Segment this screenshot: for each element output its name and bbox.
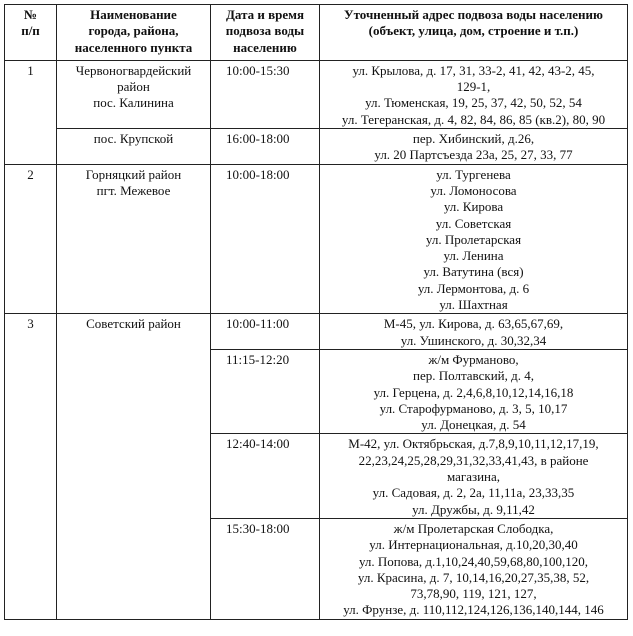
address-line: М-42, ул. Октябрьская, д.7,8,9,10,11,12,17,19, — [348, 436, 599, 452]
delivery-address — [320, 349, 628, 433]
address-line: пер. Полтавский, д. 4, — [413, 368, 534, 384]
delivery-time: 10:00-15:30 — [211, 60, 320, 128]
address-line: ул. Крылова, д. 17, 31, 33-2, 41, 42, 43-2, 45, — [352, 62, 595, 78]
row-number: 1 — [5, 60, 57, 164]
address-line: ул. Фрунзе, д. 110,112,124,126,136,140,144, 146 — [343, 602, 604, 618]
place-name — [57, 60, 211, 128]
address-line: ул. Красина, д. 7, 10,14,16,20,27,35,38, 52, — [357, 569, 590, 585]
address-line: ул. Дружбы, д. 9,11,42 — [412, 501, 535, 517]
delivery-time: 10:00-18:00 — [211, 164, 320, 314]
header-row — [5, 5, 628, 61]
header-line: Уточненный адрес подвоза воды населению — [344, 7, 603, 22]
schedule-body — [5, 60, 628, 619]
table-row — [5, 314, 628, 350]
place-line: пос. Крупской — [93, 131, 174, 147]
place-line: Червоногвардейский — [75, 62, 192, 78]
header-line: Наименование — [90, 7, 177, 22]
delivery-address — [320, 60, 628, 128]
place-name — [57, 314, 211, 619]
schedule-table — [4, 4, 628, 620]
address-line: ж/м Фурманово, — [428, 351, 519, 367]
address-line: ул. Тургенева — [436, 166, 511, 182]
delivery-address — [320, 164, 628, 314]
address-line: ул. Ушинского, д. 30,32,34 — [400, 332, 547, 348]
header-line: населению — [233, 39, 297, 55]
header-line: Дата и время — [225, 7, 305, 22]
address-line: 73,78,90, 119, 121, 127, — [410, 586, 537, 602]
delivery-address — [320, 129, 628, 165]
address-line: ул. Ленина — [443, 248, 504, 264]
header-line: (объект, улица, дом, строение и т.п.) — [368, 23, 579, 39]
header-line: подвоза воды — [225, 23, 305, 39]
delivery-time: 15:30-18:00 — [211, 518, 320, 619]
address-line: ж/м Пролетарская Слободка, — [393, 520, 554, 536]
address-line: ул. Старофурманово, д. 3, 5, 10,17 — [379, 400, 568, 416]
delivery-time: 16:00-18:00 — [211, 129, 320, 165]
table-row — [5, 129, 628, 165]
delivery-address — [320, 518, 628, 619]
row-number: 3 — [5, 314, 57, 619]
address-line: ул. Тегеранская, д. 4, 82, 84, 86, 85 (кв.2), 80, 90 — [341, 111, 606, 127]
address-line: пер. Хибинский, д.26, — [412, 131, 535, 147]
place-line: пгт. Межевое — [96, 182, 171, 198]
place-line: Горняцкий район — [85, 166, 182, 182]
delivery-address — [320, 434, 628, 518]
header-line: города, района, — [88, 23, 179, 39]
address-line: ул. Тюменская, 19, 25, 37, 42, 50, 52, 54 — [365, 95, 582, 111]
table-row — [5, 164, 628, 314]
place-name — [57, 164, 211, 314]
header-place — [57, 5, 211, 61]
header-address — [320, 5, 628, 61]
address-line: ул. Садовая, д. 2, 2а, 11,11а, 23,33,35 — [372, 485, 575, 501]
address-line: ул. Попова, д.1,10,24,40,59,68,80,100,120, — [358, 553, 589, 569]
address-line: ул. Ломоносова — [430, 182, 517, 198]
address-line: ул. Интернациональная, д.10,20,30,40 — [369, 537, 578, 553]
address-line: ул. Пролетарская — [425, 231, 522, 247]
place-line: район — [117, 79, 150, 95]
header-line: населенного пункта — [74, 39, 193, 55]
header-line: № — [23, 7, 38, 22]
header-line: п/п — [21, 23, 40, 39]
address-line: ул. Герцена, д. 2,4,6,8,10,12,14,16,18 — [373, 384, 574, 400]
address-line: М-45, ул. Кирова, д. 63,65,67,69, — [383, 316, 564, 332]
header-num — [5, 5, 57, 61]
place-line: пос. Калинина — [93, 95, 174, 111]
address-line: ул. Кирова — [443, 199, 504, 215]
delivery-address — [320, 314, 628, 350]
header-time — [211, 5, 320, 61]
water-delivery-schedule — [4, 4, 627, 620]
table-row — [5, 60, 628, 128]
delivery-time: 11:15-12:20 — [211, 349, 320, 433]
address-line: ул. Ватутина (вся) — [423, 264, 524, 280]
delivery-time: 12:40-14:00 — [211, 434, 320, 518]
address-line: магазина, — [446, 469, 501, 485]
address-line: ул. 20 Партсъезда 23а, 25, 27, 33, 77 — [374, 147, 573, 163]
address-line: ул. Шахтная — [439, 297, 508, 313]
address-line: ул. Советская — [435, 215, 512, 231]
row-number: 2 — [5, 164, 57, 314]
address-line: 22,23,24,25,28,29,31,32,33,41,43, в районе — [358, 452, 589, 468]
address-line: ул. Лермонтова, д. 6 — [417, 280, 530, 296]
address-line: ул. Донецкая, д. 54 — [421, 417, 526, 433]
place-name — [57, 129, 211, 165]
place-line: Советский район — [86, 316, 181, 332]
delivery-time: 10:00-11:00 — [211, 314, 320, 350]
address-line: 129-1, — [456, 79, 491, 95]
